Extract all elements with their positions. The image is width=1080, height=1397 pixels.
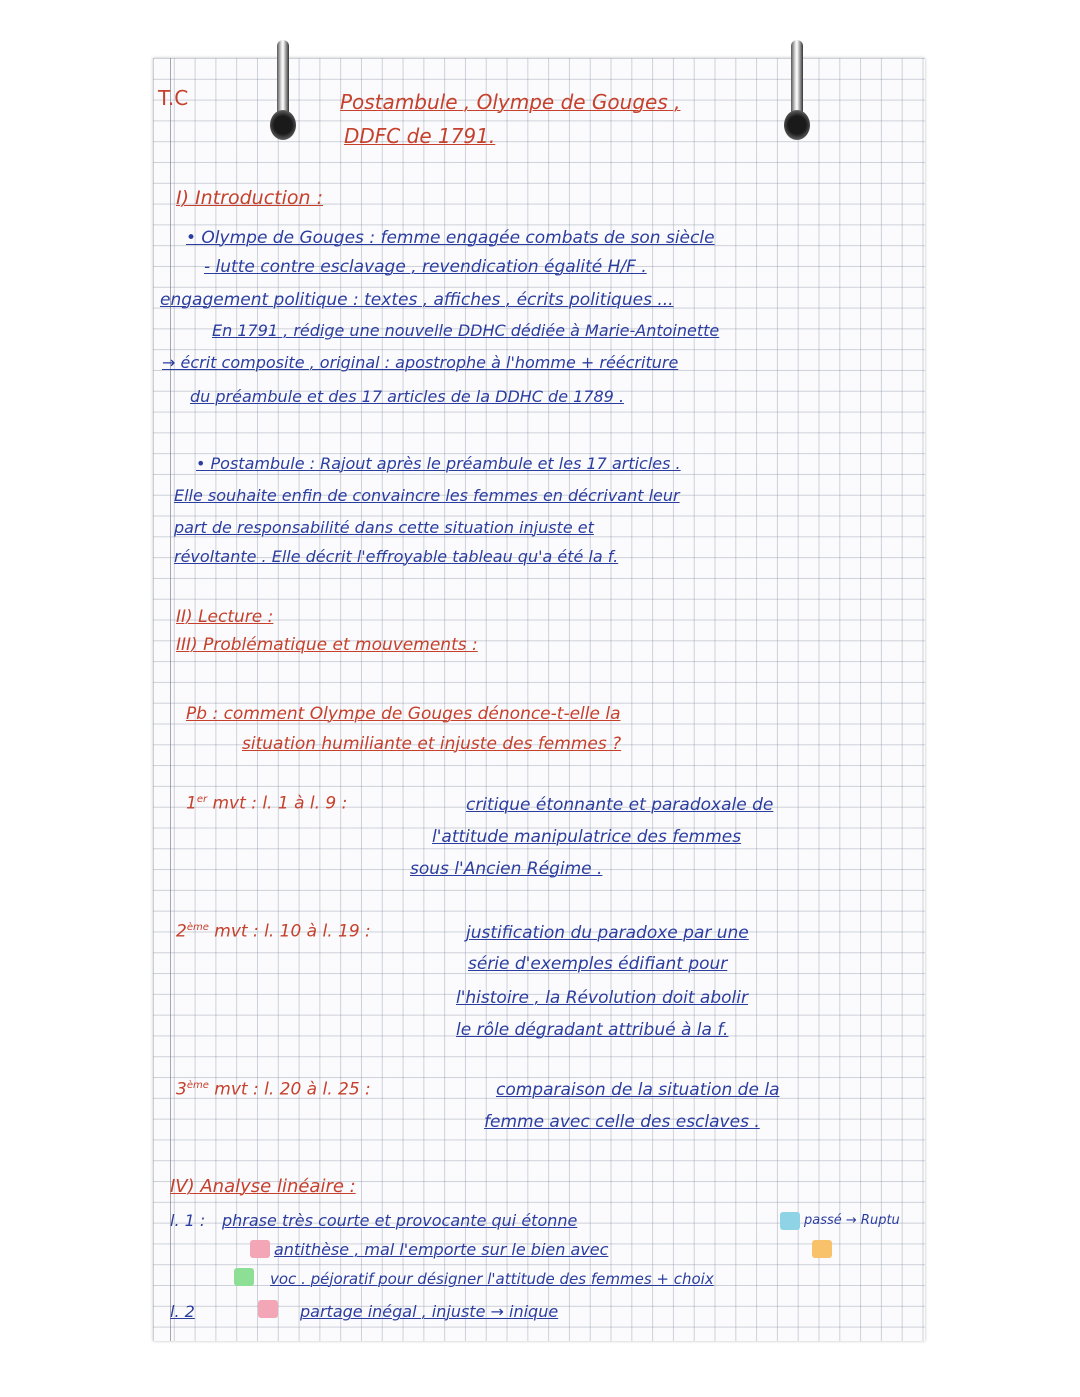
analyse-line-4: partage inégal , injuste → inique xyxy=(300,1302,559,1321)
analyse-l1-text: phrase très courte et provocante qui étonne xyxy=(222,1211,578,1230)
intro-line: En 1791 , rédige une nouvelle DDHC dédiée à Marie-Antoinette xyxy=(212,321,720,340)
binder-ring-left xyxy=(268,40,298,140)
mvt-2-line: justification du paradoxe par une xyxy=(466,923,749,943)
problematique-line-1: Pb : comment Olympe de Gouges dénonce-t-elle la xyxy=(186,704,621,724)
analyse-line-3: voc . péjoratif pour désigner l'attitude des femmes + choix xyxy=(270,1270,714,1288)
intro-line: → écrit composite , original : apostrophe à l'homme + réécriture xyxy=(162,353,679,372)
mvt-1-label: 1er mvt : l. 1 à l. 9 : xyxy=(186,793,348,814)
intro-para2-line: Elle souhaite enfin de convaincre les femmes en décrivant leur xyxy=(174,486,680,505)
grid-paper-sheet xyxy=(153,58,925,1341)
mvt-2-line: l'histoire , la Révolution doit abolir xyxy=(456,988,748,1008)
problematique-heading: III) Problématique et mouvements : xyxy=(176,635,478,655)
title-line-1: Postambule , Olympe de Gouges , xyxy=(340,90,681,114)
analyse-heading: IV) Analyse linéaire : xyxy=(170,1176,356,1197)
margin-line xyxy=(170,58,171,1341)
intro-line: engagement politique : textes , affiches , écrits politiques ... xyxy=(160,290,674,310)
problematique-line-2: situation humiliante et injuste des femmes ? xyxy=(242,734,622,754)
highlight-blue-swatch xyxy=(780,1212,800,1230)
intro-para2-line: révoltante . Elle décrit l'effroyable tableau qu'a été la f. xyxy=(174,547,619,566)
mvt-3-line: femme avec celle des esclaves . xyxy=(484,1112,760,1132)
highlight-green-swatch xyxy=(234,1268,254,1286)
analyse-l1-right-note: passé → Ruptu xyxy=(804,1213,900,1228)
mvt-2-line: série d'exemples édifiant pour xyxy=(468,954,728,974)
title-line-2: DDFC de 1791. xyxy=(344,124,496,148)
highlight-orange-swatch xyxy=(812,1240,832,1258)
mvt-3-line: comparaison de la situation de la xyxy=(496,1080,780,1100)
analyse-l1-label: l. 1 : xyxy=(170,1211,206,1230)
analyse-line-2: antithèse , mal l'emporte sur le bien avec xyxy=(274,1240,609,1259)
highlight-pink-swatch xyxy=(250,1240,270,1258)
analyse-l2-label: l. 2 xyxy=(170,1302,195,1321)
intro-line: du préambule et des 17 articles de la DDHC de 1789 . xyxy=(190,387,625,406)
mvt-1-line: l'attitude manipulatrice des femmes xyxy=(432,827,742,847)
intro-heading: I) Introduction : xyxy=(176,187,323,209)
mvt-3-label: 3ème mvt : l. 20 à l. 25 : xyxy=(176,1079,371,1100)
intro-line: • Olympe de Gouges : femme engagée combats de son siècle xyxy=(186,228,715,248)
mvt-2-line: le rôle dégradant attribué à la f. xyxy=(456,1020,729,1040)
binder-ring-right xyxy=(782,40,812,140)
intro-para2-line: • Postambule : Rajout après le préambule et les 17 articles . xyxy=(196,454,681,473)
mvt-2-label: 2ème mvt : l. 10 à l. 19 : xyxy=(176,921,371,942)
lecture-heading: II) Lecture : xyxy=(176,607,274,627)
intro-para2-line: part de responsabilité dans cette situation injuste et xyxy=(174,518,594,537)
intro-line: - lutte contre esclavage , revendication égalité H/F . xyxy=(204,257,647,277)
highlight-pink-swatch-2 xyxy=(258,1300,278,1318)
class-label: T.C xyxy=(158,86,189,110)
mvt-1-line: sous l'Ancien Régime . xyxy=(410,859,603,879)
mvt-1-line: critique étonnante et paradoxale de xyxy=(466,795,774,815)
